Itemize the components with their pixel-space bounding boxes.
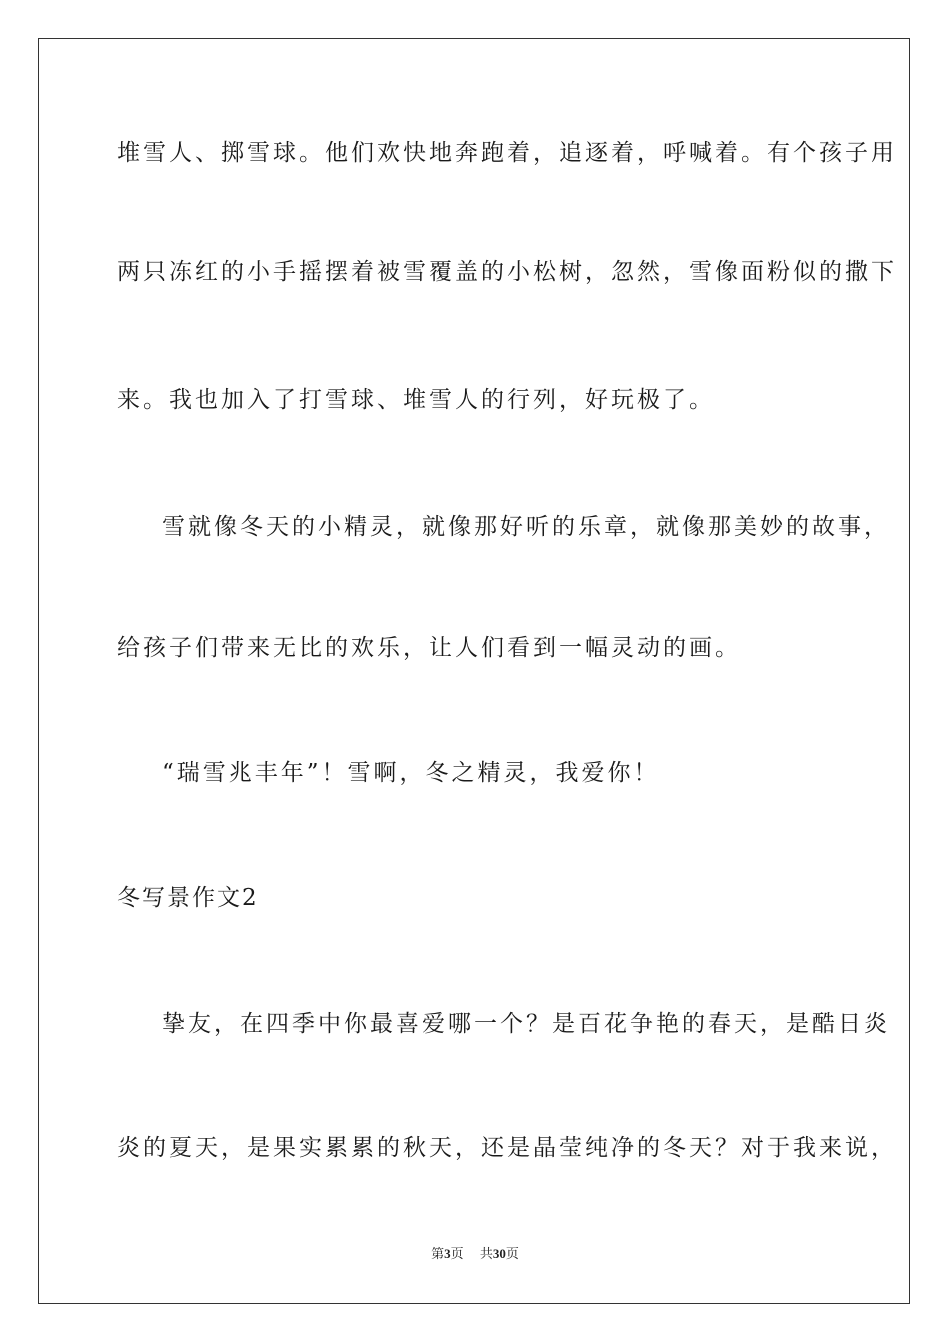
text-line: 挚友，在四季中你最喜爱哪一个？是百花争艳的春天，是酷日炎 (162, 1011, 890, 1037)
section-heading: 冬写景作文2 (117, 885, 259, 911)
page-footer (0, 1246, 950, 1263)
text-line: 堆雪人、掷雪球。他们欢快地奔跑着，追逐着，呼喊着。有个孩子用 (117, 140, 897, 166)
text-line: 雪就像冬天的小精灵，就像那好听的乐章，就像那美妙的故事， (162, 514, 890, 540)
text-line: 来。我也加入了打雪球、堆雪人的行列，好玩极了。 (117, 387, 715, 413)
page-indicator: 第3页 (431, 1246, 464, 1262)
page-border (38, 38, 910, 1304)
text-line: “瑞雪兆丰年”！雪啊，冬之精灵，我爱你！ (162, 760, 660, 786)
text-line: 给孩子们带来无比的欢乐，让人们看到一幅灵动的画。 (117, 635, 741, 661)
text-line: 炎的夏天，是果实累累的秋天，还是晶莹纯净的冬天？对于我来说， (117, 1135, 897, 1161)
total-pages-indicator: 共30页 (479, 1246, 519, 1262)
text-line: 两只冻红的小手摇摆着被雪覆盖的小松树，忽然，雪像面粉似的撒下 (117, 259, 897, 285)
